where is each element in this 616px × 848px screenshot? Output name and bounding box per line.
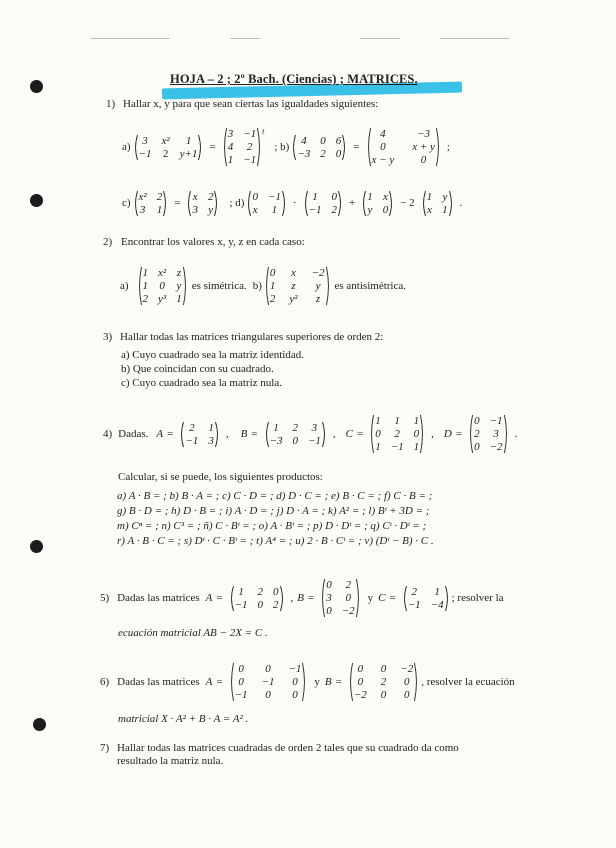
equation-1c: c) x² 2 3 1 = x 2 3 y ; d) 0 −1 x 1 · 1 0 −1 2 + 1 x y 0 − 2 1 y x 1 . — [122, 190, 463, 216]
matrix: 4 0 6 −3 2 0 — [291, 134, 347, 161]
problem-5-statement-cont: ; resolver la — [451, 592, 504, 604]
label-d: ; d) — [229, 197, 245, 209]
matrix: 2 1 −1 −4 — [402, 585, 450, 612]
matrix: 1 y x 1 — [421, 190, 454, 217]
label-b: ; b) — [274, 141, 290, 153]
problem-4-statement: Dadas. — [118, 428, 149, 440]
problem-7-number: 7) — [100, 742, 110, 754]
problem-1-number: 1) — [106, 98, 116, 110]
scan-artifact — [90, 38, 170, 39]
label-c: c) — [122, 197, 131, 209]
right-paren — [183, 266, 188, 306]
right-paren — [214, 190, 219, 217]
problem-5-statement: Dadas las matrices — [117, 592, 200, 604]
matrix: x² 2 3 1 — [133, 190, 169, 217]
right-paren — [445, 585, 450, 612]
matrix: 3 −1 4 2 1 −1 t — [222, 127, 265, 167]
right-paren — [420, 414, 425, 454]
equation-5: 5) Dadas las matrices A = 1 2 0 −1 0 2 , B = 0 2 3 0 0 −2 y C = 2 1 −1 −4 ; resolver la — [100, 579, 504, 617]
matrix: x 2 3 y — [186, 190, 219, 217]
label-b: b) — [252, 280, 262, 292]
right-paren — [436, 127, 441, 167]
matrix: 0 −1 x 1 — [246, 190, 286, 217]
right-paren — [282, 190, 287, 217]
products-line: a) A · B = ; b) B · A = ; c) C · D = ; d) D · C = ; e) B · C = ; f) C · B = ; — [117, 490, 433, 502]
right-paren — [322, 421, 327, 448]
problem-2-number: 2) — [103, 236, 113, 248]
equation-6: 6) Dadas las matrices A = 0 0 −1 0 −1 0 −1 0 0 y B = 0 0 −2 0 2 0 −2 0 0 , resolver la ecuación — [100, 663, 515, 701]
right-paren — [198, 134, 203, 161]
matrix: 0 2 3 0 0 −2 — [320, 578, 360, 618]
right-paren — [356, 578, 361, 618]
products-line: g) B · D = ; h) D · B = ; i) A · D = ; j) D · A = ; k) A² = ; l) Bᵗ + 3D = ; — [117, 505, 430, 517]
problem-6-statement: Dadas las matrices — [117, 676, 200, 688]
problem-7-statement-cont: resultado la matriz nula. — [117, 755, 224, 767]
right-paren — [163, 190, 168, 217]
matrix: 1 0 −1 2 — [303, 190, 343, 217]
scan-artifact — [230, 38, 260, 39]
scan-artifact — [440, 38, 510, 39]
products-line: r) A · B · C = ; s) Dᵗ · C · Bᵗ = ; t) A⁴ = ; u) 2 · B · Cᵗ = ; v) (Dᵗ − B) · C . — [117, 535, 434, 547]
problem-3-item: c) Cuyo cuadrado sea la matriz nula. — [121, 377, 282, 389]
right-paren — [414, 662, 419, 702]
right-paren — [449, 190, 454, 217]
problem-3-number: 3) — [103, 331, 113, 343]
equation-2 — [120, 256, 406, 316]
right-paren — [389, 190, 394, 217]
matrix: 3 x² 1 −1 2 y+1 — [133, 134, 204, 161]
right-paren — [326, 266, 331, 306]
matrix: 0 0 −1 0 −1 0 −1 0 0 — [229, 662, 308, 702]
problem-1-statement: Hallar x, y para que sean ciertas las igualdades siguientes: — [123, 98, 379, 110]
right-paren — [342, 134, 347, 161]
matrix: 1 x² z 1 0 y 2 y³ 1 — [137, 266, 188, 306]
and-word: y — [314, 676, 320, 688]
punch-hole — [30, 80, 43, 93]
problem-3-item: a) Cuyo cuadrado sea la matriz identidad. — [121, 349, 304, 361]
label-a: a) — [122, 141, 131, 153]
matrix: 1 x y 0 — [361, 190, 394, 217]
problem-4-number: 4) — [103, 428, 113, 440]
punch-hole — [30, 194, 43, 207]
symmetric-label: es simétrica. — [191, 280, 247, 292]
right-paren — [338, 190, 343, 217]
equation-1a: a) 3 x² 1 −1 2 y+1 = 3 −1 4 2 1 −1 t ; b) 4 0 6 −3 2 0 = 4 −3 0 x + y x − y 0 ; — [122, 127, 450, 166]
page-title: HOJA – 2 ; 2º Bach. (Ciencias) ; MATRICES. — [170, 72, 418, 86]
problem-5-equation: ecuación matricial AB − 2X = C . — [118, 627, 268, 639]
matrix: 1 1 1 0 2 0 1 −1 1 — [369, 414, 425, 454]
matrix: 1 2 0 −1 0 2 — [229, 585, 285, 612]
right-paren — [280, 585, 285, 612]
antisymmetric-label: es antisimétrica. — [334, 280, 406, 292]
problem-3-statement: Hallar todas las matrices triangulares superiores de orden 2: — [120, 331, 384, 343]
matrix: 0 −1 2 3 0 −2 — [468, 414, 508, 454]
label-a: a) — [120, 280, 129, 292]
matrix: 0 x −2 1 z y 2 y² z — [264, 266, 331, 306]
and-word: y — [367, 592, 374, 604]
scan-artifact — [360, 38, 400, 39]
punch-hole — [30, 540, 43, 553]
right-paren — [504, 414, 509, 454]
punch-hole — [33, 718, 46, 731]
problem-5-number: 5) — [100, 592, 110, 604]
problem-3-item: b) Que coincidan con su cuadrado. — [121, 363, 274, 375]
equation-4-definitions: 4) Dadas. A = 2 1 −1 3 , B = 1 2 3 −3 0 −1 , C = 1 1 1 0 2 0 1 −1 1 , D = 0 −1 2 3 0 −2 . — [103, 415, 518, 453]
matrix: 1 2 3 −3 0 −1 — [264, 421, 327, 448]
products-line: m) Cⁿ = ; n) C³ = ; ñ) C · Bᵗ = ; o) A · Bᵗ = ; p) D · Dᵗ = ; q) Cᵗ · Dᵗ = ; — [117, 520, 427, 532]
problem-7-statement: Hallar todas las matrices cuadradas de orden 2 tales que su cuadrado da como — [117, 742, 459, 754]
right-paren — [215, 421, 220, 448]
matrix: 2 1 −1 3 — [179, 421, 219, 448]
matrix: 4 −3 0 x + y x − y 0 — [366, 127, 441, 167]
problem-6-number: 6) — [100, 676, 110, 688]
problem-6-equation: matricial X · A² + B · A = A² . — [118, 713, 249, 725]
problem-4-instruction: Calcular, si se puede, los siguientes productos: — [118, 471, 323, 483]
problem-2-statement: Encontrar los valores x, y, z en cada caso: — [121, 236, 305, 248]
matrix: 0 0 −2 0 2 0 −2 0 0 — [348, 662, 419, 702]
problem-6-statement-cont: , resolver la ecuación — [421, 676, 515, 688]
right-paren — [302, 662, 307, 702]
